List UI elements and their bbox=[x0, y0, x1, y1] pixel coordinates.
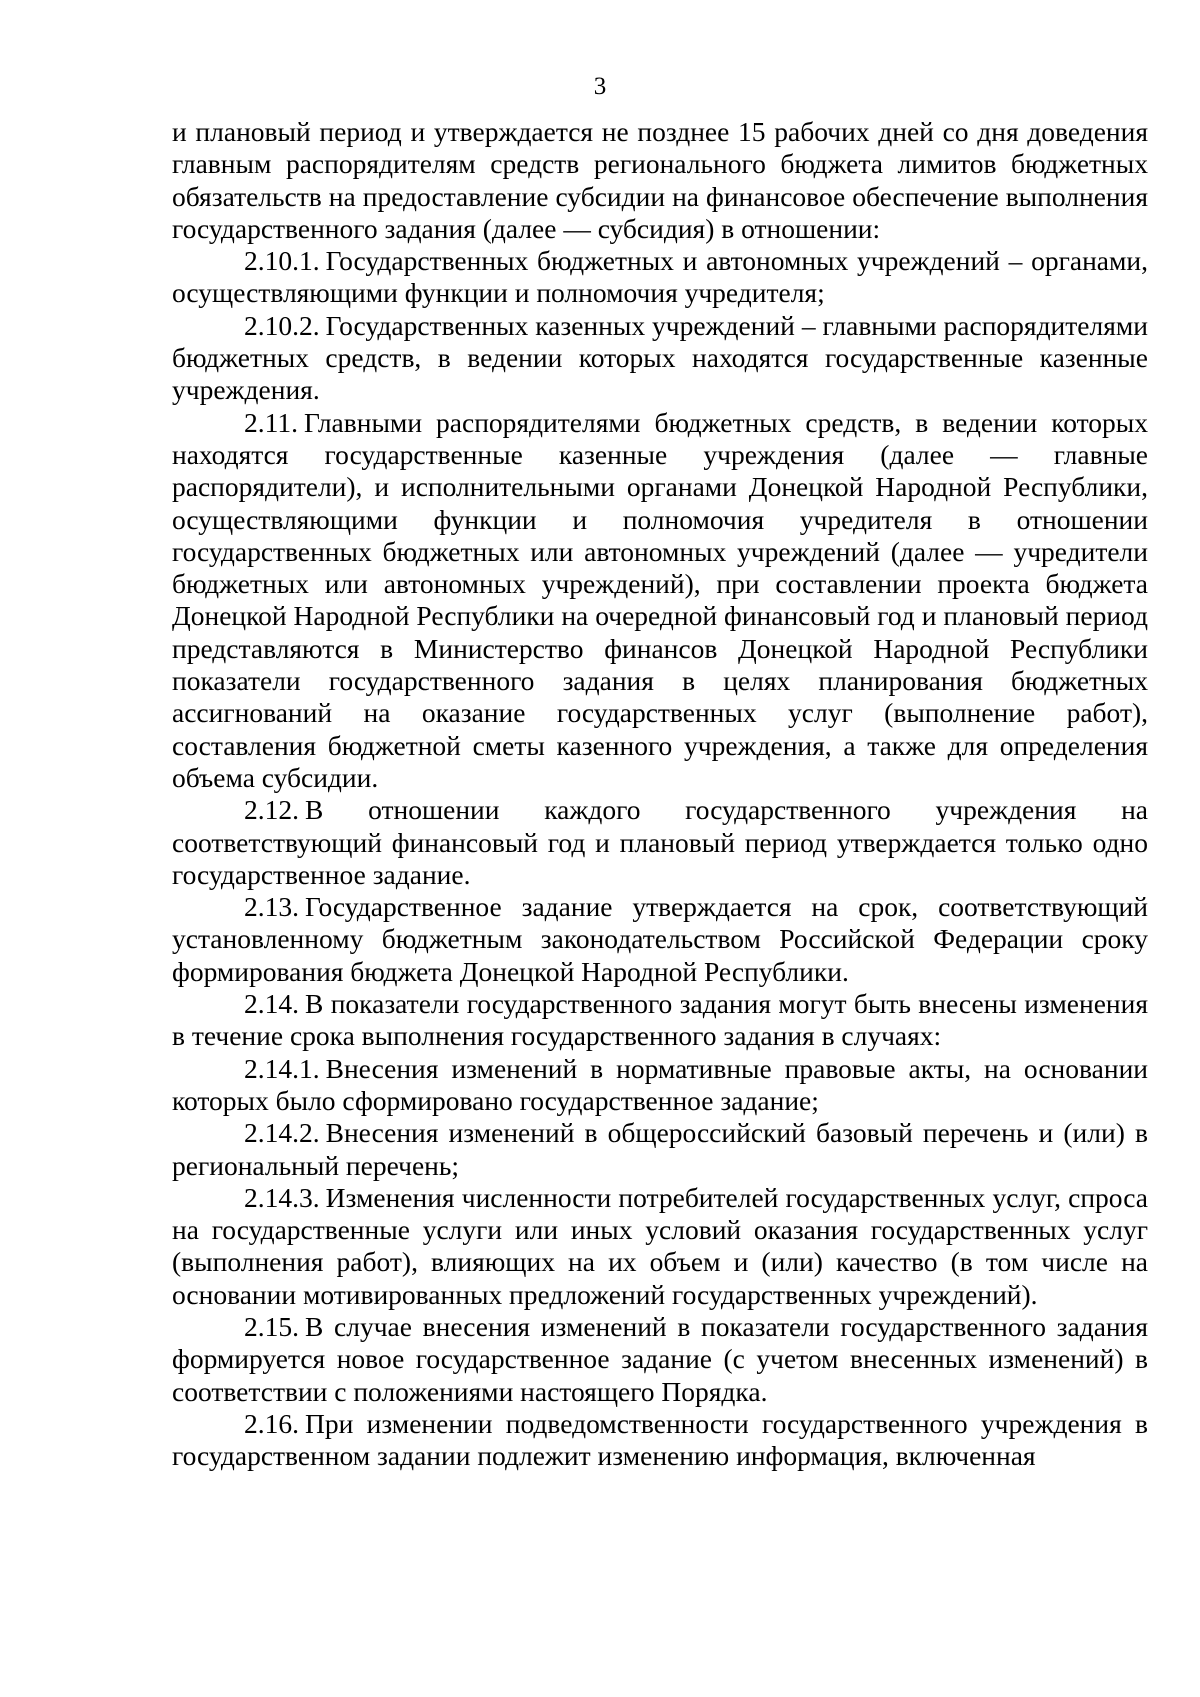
paragraph-text: Государственных казенных учреждений – главными распорядителями бюджетных средств, в ведении которых находятся государственные казенные учреждения. bbox=[172, 309, 1148, 406]
paragraph-text: Внесения изменений в общероссийский базовый перечень и (или) в региональный перечень; bbox=[172, 1117, 1148, 1181]
document-body bbox=[172, 116, 1148, 1472]
paragraph-2-13 bbox=[172, 891, 1148, 988]
clause-number: 2.12. bbox=[244, 794, 299, 826]
paragraph-2-14-3 bbox=[172, 1182, 1148, 1311]
paragraph-2-10-2 bbox=[172, 310, 1148, 407]
paragraph-2-11 bbox=[172, 407, 1148, 795]
paragraph-text: Изменения численности потребителей государственных услуг, спроса на государственные услуги или иных условий оказания государственных услуг (выполнения работ), влияющих на их объем и (или) качество (в том числе на основании мотивированных предложений государственных учреждений). bbox=[172, 1181, 1148, 1310]
clause-number: 2.10.1. bbox=[244, 245, 320, 277]
paragraph-text: В случае внесения изменений в показатели государственного задания формируется новое государственное задание (с учетом внесенных изменений) в соответствии с положениями настоящего Порядка. bbox=[172, 1310, 1148, 1407]
paragraph-2-14-2 bbox=[172, 1117, 1148, 1182]
paragraph-2-15 bbox=[172, 1311, 1148, 1408]
clause-number: 2.13. bbox=[244, 891, 299, 923]
clause-number: 2.14.3. bbox=[244, 1181, 320, 1213]
paragraph-text: Государственных бюджетных и автономных учреждений – органами, осуществляющими функции и полномочия учредителя; bbox=[172, 245, 1148, 309]
clause-number: 2.11. bbox=[244, 406, 298, 438]
clause-number: 2.10.2. bbox=[244, 309, 320, 341]
paragraph-2-12 bbox=[172, 794, 1148, 891]
page-number: 3 bbox=[593, 73, 607, 100]
clause-number: 2.16. bbox=[244, 1407, 299, 1439]
clause-number: 2.14.2. bbox=[244, 1117, 320, 1149]
paragraph-continuation bbox=[172, 116, 1148, 245]
paragraph-text: Государственное задание утверждается на срок, соответствующий установленному бюджетным законодательством Российской Федерации сроку формирования бюджета Донецкой Народной Республики. bbox=[172, 891, 1148, 987]
clause-number: 2.15. bbox=[244, 1310, 299, 1342]
paragraph-text: Главными распорядителями бюджетных средств, в ведении которых находятся государственные казенные учреждения (далее — главные распорядители), и исполнительными органами Донецкой Народной Республики, осуществляющими функции и полномочия учредителя в отношении государственных бюджетных или автономных учреждений (далее — учредители бюджетных или автономных учреждений), при составлении проекта бюджета Донецкой Народной Республики на очередной финансовый год и плановый период представляются в Министерство финансов Донецкой Народной Республики показатели государственного задания в целях планирования бюджетных ассигнований на оказание государственных услуг (выполнение работ), составления бюджетной сметы казенного учреждения, а также для определения объема субсидии. bbox=[172, 406, 1148, 793]
paragraph-text: В отношении каждого государственного учреждения на соответствующий финансовый год и плановый период утверждается только одно государственное задание. bbox=[172, 794, 1148, 890]
paragraph-text: В показатели государственного задания могут быть внесены изменения в течение срока выполнения государственного задания в случаях: bbox=[172, 988, 1148, 1052]
paragraph-2-10-1 bbox=[172, 245, 1148, 310]
clause-number: 2.14. bbox=[244, 988, 299, 1020]
paragraph-2-16 bbox=[172, 1408, 1148, 1473]
paragraph-2-14-1 bbox=[172, 1053, 1148, 1118]
paragraph-text: и плановый период и утверждается не позднее 15 рабочих дней со дня доведения главным распорядителям средств регионального бюджета лимитов бюджетных обязательств на предоставление субсидии на финансовое обеспечение выполнения государственного задания (далее — субсидия) в отношении: bbox=[172, 116, 1148, 244]
clause-number: 2.14.1. bbox=[244, 1052, 320, 1084]
paragraph-text: Внесения изменений в нормативные правовые акты, на основании которых было сформировано государственное задание; bbox=[172, 1052, 1148, 1116]
paragraph-text: При изменении подведомственности государственного учреждения в государственном задании подлежит изменению информация, включенная bbox=[172, 1407, 1148, 1472]
paragraph-2-14 bbox=[172, 988, 1148, 1053]
